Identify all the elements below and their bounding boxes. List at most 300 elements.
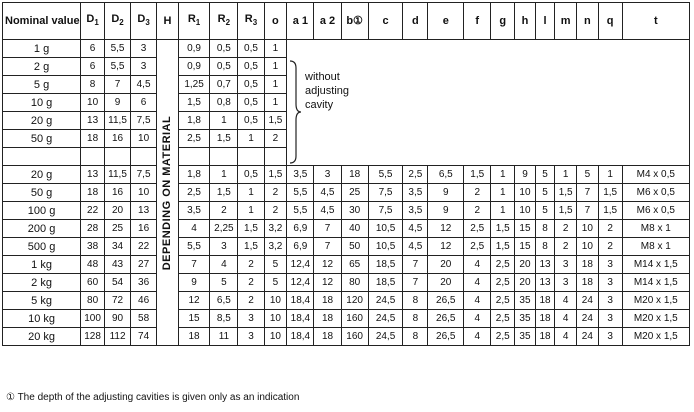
table-cell: 10 (264, 328, 287, 346)
table-cell: 2,5 (178, 130, 209, 148)
table-cell: 1,25 (178, 76, 209, 94)
table-cell: 1,5 (264, 166, 287, 184)
table-cell: 120 (341, 292, 368, 310)
table-cell: 2,25 (210, 220, 238, 238)
table-cell: M20 x 1,5 (622, 310, 689, 328)
table-cell: 4,5 (314, 202, 341, 220)
column-header: $R_1$ (178, 3, 209, 40)
table-cell: 4,5 (403, 238, 428, 256)
table-cell: 2,5 (491, 310, 515, 328)
table-cell: 5,5 (287, 202, 314, 220)
table-cell: 1 g (3, 40, 81, 58)
table-cell: 2 (555, 238, 577, 256)
table-cell: 6 (81, 40, 105, 58)
table-cell: 54 (105, 274, 131, 292)
table-cell: 1 (238, 184, 264, 202)
table-cell: 10 g (3, 94, 81, 112)
table-cell: 20 g (3, 166, 81, 184)
table-cell: 4 (464, 310, 491, 328)
table-cell (264, 148, 287, 166)
table-cell: 2 (598, 220, 622, 238)
table-row (3, 202, 690, 220)
table-cell: 10 (81, 94, 105, 112)
table-cell: 20 (515, 256, 536, 274)
table-cell: 20 kg (3, 328, 81, 346)
column-header: f (464, 3, 491, 40)
table-cell: 7,5 (368, 184, 403, 202)
table-cell: 18 (314, 328, 341, 346)
table-cell: 25 (341, 184, 368, 202)
table-cell: 2 kg (3, 274, 81, 292)
table-cell: 3 (314, 166, 341, 184)
table-cell (105, 148, 131, 166)
table-row (3, 220, 690, 238)
table-cell: 1,5 (210, 184, 238, 202)
table-cell: 16 (105, 130, 131, 148)
column-header: Nominal value (3, 3, 81, 40)
table-cell: 2 (210, 202, 238, 220)
table-cell: 10 (577, 238, 599, 256)
table-cell (81, 148, 105, 166)
table-cell: 500 g (3, 238, 81, 256)
table-cell: 2,5 (178, 184, 209, 202)
table-cell: 58 (131, 310, 157, 328)
table-cell: 5,5 (368, 166, 403, 184)
table-cell: 5,5 (105, 58, 131, 76)
table-cell: 2,5 (491, 256, 515, 274)
table-cell: 7 (314, 238, 341, 256)
column-header: $D_3$ (131, 3, 157, 40)
table-row (3, 40, 690, 58)
table-cell: 13 (131, 202, 157, 220)
column-header: g (491, 3, 515, 40)
table-cell: M6 x 0,5 (622, 202, 689, 220)
h-column-note (157, 40, 179, 346)
table-cell: 3 (555, 274, 577, 292)
header-row (3, 3, 690, 40)
table-cell: 6 (131, 94, 157, 112)
table-cell: 8 (403, 310, 428, 328)
table-cell: 18 (535, 292, 555, 310)
table-cell: 3 (598, 292, 622, 310)
table-cell (131, 148, 157, 166)
table-cell: 13 (81, 112, 105, 130)
table-cell: 2 (555, 220, 577, 238)
table-cell: 3 (131, 40, 157, 58)
table-cell: M8 x 1 (622, 220, 689, 238)
table-cell: 4 (464, 256, 491, 274)
table-cell (178, 148, 209, 166)
footnote: ① The depth of the adjusting cavities is given only as an indication (6, 392, 300, 403)
column-header: q (598, 3, 622, 40)
table-cell: 0,5 (238, 40, 264, 58)
table-cell: 11 (210, 328, 238, 346)
table-cell: 160 (341, 328, 368, 346)
table-cell: 7,5 (368, 202, 403, 220)
table-cell: 7,5 (131, 112, 157, 130)
table-cell: 1 kg (3, 256, 81, 274)
table-cell: 12,4 (287, 274, 314, 292)
table-cell: 100 (81, 310, 105, 328)
table-cell: 1,5 (491, 238, 515, 256)
table-cell: 5 (535, 166, 555, 184)
table-cell: 3 (598, 274, 622, 292)
table-cell: 18 (81, 184, 105, 202)
table-cell: 1 (598, 166, 622, 184)
table-cell: 24 (577, 328, 599, 346)
table-cell: 3 (131, 58, 157, 76)
table-cell: 4 (555, 310, 577, 328)
table-cell: 1 (210, 112, 238, 130)
table-cell: 24,5 (368, 292, 403, 310)
table-cell: 0,5 (210, 40, 238, 58)
table-cell: M20 x 1,5 (622, 292, 689, 310)
table-cell: 4 (210, 256, 238, 274)
table-cell: 50 (341, 238, 368, 256)
table-cell: 1 (491, 166, 515, 184)
table-cell: 18,4 (287, 328, 314, 346)
table-cell: 1,5 (598, 184, 622, 202)
table-cell: 1,5 (555, 184, 577, 202)
column-header: m (555, 3, 577, 40)
table-cell: 50 g (3, 130, 81, 148)
table-cell: 2 (464, 184, 491, 202)
table-cell: 18 (178, 328, 209, 346)
table-row (3, 238, 690, 256)
table-cell: 3 (598, 328, 622, 346)
table-cell: 1,5 (178, 94, 209, 112)
table-cell: 3 (238, 310, 264, 328)
table-cell: 18,4 (287, 310, 314, 328)
table-cell: 9 (515, 166, 536, 184)
table-row (3, 274, 690, 292)
table-cell: 27 (131, 256, 157, 274)
table-cell: 3,5 (178, 202, 209, 220)
table-cell: 3 (598, 256, 622, 274)
column-header: $D_1$ (81, 3, 105, 40)
table-cell: 10 (131, 184, 157, 202)
table-cell: 8 (535, 238, 555, 256)
table-cell: 10 kg (3, 310, 81, 328)
table-cell: 18 (535, 328, 555, 346)
table-cell: 13 (81, 166, 105, 184)
table-cell: 2,5 (464, 238, 491, 256)
column-header: c (368, 3, 403, 40)
table-cell: 10 (264, 292, 287, 310)
table-cell: 3 (598, 310, 622, 328)
table-cell: 4 (464, 328, 491, 346)
table-cell: 6,5 (428, 166, 464, 184)
table-row (3, 292, 690, 310)
table-cell: 26,5 (428, 292, 464, 310)
table-cell: 11,5 (105, 166, 131, 184)
table-cell: 7 (403, 256, 428, 274)
table-cell: 12 (428, 220, 464, 238)
table-cell: 2,5 (491, 274, 515, 292)
table-cell: 26,5 (428, 310, 464, 328)
table-row (3, 184, 690, 202)
table-cell: 3,2 (264, 238, 287, 256)
table-cell: 0,5 (238, 58, 264, 76)
table-cell: 1,5 (491, 220, 515, 238)
table-cell: 24,5 (368, 310, 403, 328)
column-header: o (264, 3, 287, 40)
table-cell: 13 (535, 256, 555, 274)
table-cell: 11,5 (105, 112, 131, 130)
table-cell: 7 (577, 202, 599, 220)
table-cell: 13 (535, 274, 555, 292)
table-cell: 36 (131, 274, 157, 292)
table-cell: 8 (403, 292, 428, 310)
table-cell: 16 (131, 220, 157, 238)
table-cell: 2 (238, 274, 264, 292)
table-cell: 80 (81, 292, 105, 310)
table-cell: 80 (341, 274, 368, 292)
table-cell: 72 (105, 292, 131, 310)
table-cell: 4 (555, 292, 577, 310)
table-cell: 10 (131, 130, 157, 148)
table-cell: 0,5 (238, 76, 264, 94)
table-cell: 2,5 (403, 166, 428, 184)
table-cell: 1,5 (464, 166, 491, 184)
table-cell: 3,5 (287, 166, 314, 184)
table-cell: 0,5 (238, 166, 264, 184)
table-cell: 1 (238, 130, 264, 148)
table-cell (210, 148, 238, 166)
table-cell: 18 (314, 310, 341, 328)
table-cell: 1 (555, 166, 577, 184)
table-cell: 5,5 (178, 238, 209, 256)
table-cell: 43 (105, 256, 131, 274)
table-cell: 5 (264, 256, 287, 274)
table-cell: 9 (428, 184, 464, 202)
table-cell: 8 (81, 76, 105, 94)
table-cell: 46 (131, 292, 157, 310)
table-cell: 35 (515, 292, 536, 310)
table-cell: 22 (81, 202, 105, 220)
table-cell: 4,5 (131, 76, 157, 94)
table-cell: 1 (264, 58, 287, 76)
table-cell: M14 x 1,5 (622, 274, 689, 292)
table-cell: 2,5 (491, 328, 515, 346)
table-cell: 38 (81, 238, 105, 256)
table-cell: 1 (238, 202, 264, 220)
table-cell: 1,8 (178, 112, 209, 130)
table-cell: 1,5 (210, 130, 238, 148)
table-cell: 10 (264, 310, 287, 328)
table-cell: 0,5 (238, 94, 264, 112)
column-header: a 2 (314, 3, 341, 40)
table-cell: 6 (81, 58, 105, 76)
table-cell: 24 (577, 292, 599, 310)
table-cell: 7 (403, 274, 428, 292)
table-cell: 0,5 (210, 58, 238, 76)
table-cell: 16 (105, 184, 131, 202)
table-cell: M8 x 1 (622, 238, 689, 256)
table-cell: 10 (515, 202, 536, 220)
table-cell: 10,5 (368, 238, 403, 256)
table-cell: 50 g (3, 184, 81, 202)
table-cell: 15 (515, 238, 536, 256)
table-cell: 6,9 (287, 220, 314, 238)
brace-icon (288, 60, 302, 164)
table-cell: 12 (314, 256, 341, 274)
without-cavity-note: without adjusting cavity (305, 71, 350, 111)
table-cell: 1,8 (178, 166, 209, 184)
table-cell: 74 (131, 328, 157, 346)
table-cell: M4 x 0,5 (622, 166, 689, 184)
table-cell: 10 (577, 220, 599, 238)
table-cell: 7 (314, 220, 341, 238)
table-cell: 5 (577, 166, 599, 184)
table-cell: 7 (105, 76, 131, 94)
table-cell: 6,5 (210, 292, 238, 310)
table-cell: 18 (577, 274, 599, 292)
column-header: n (577, 3, 599, 40)
table-cell: 0,7 (210, 76, 238, 94)
table-cell: 3,5 (403, 184, 428, 202)
table-cell: 5,5 (105, 40, 131, 58)
table-cell: 25 (105, 220, 131, 238)
table-cell: 0,9 (178, 58, 209, 76)
table-cell (3, 148, 81, 166)
column-header: d (403, 3, 428, 40)
table-cell: 1,5 (264, 112, 287, 130)
table-cell: 35 (515, 328, 536, 346)
table-cell: 18 (314, 292, 341, 310)
column-header: $R_2$ (210, 3, 238, 40)
table-cell: 8,5 (210, 310, 238, 328)
table-cell: 12,4 (287, 256, 314, 274)
table-cell: 20 (515, 274, 536, 292)
table-cell: 5 kg (3, 292, 81, 310)
table-cell: 18 (341, 166, 368, 184)
table-row (3, 256, 690, 274)
dimension-table (2, 2, 690, 346)
table-cell: 6,9 (287, 238, 314, 256)
table-cell: 20 g (3, 112, 81, 130)
table-row (3, 328, 690, 346)
table-cell: 3 (238, 328, 264, 346)
column-header: $R_3$ (238, 3, 264, 40)
table-cell: 1 (264, 76, 287, 94)
table-cell: 1 (264, 94, 287, 112)
table-cell: 2,5 (491, 292, 515, 310)
table-cell: 3,5 (403, 202, 428, 220)
table-row (3, 166, 690, 184)
table-cell: 160 (341, 310, 368, 328)
table-cell: 2 (238, 256, 264, 274)
table-cell: 26,5 (428, 328, 464, 346)
table-cell: 4 (555, 328, 577, 346)
h-label: DEPENDING ON MATERIAL (161, 115, 174, 270)
table-cell: 12 (428, 238, 464, 256)
table-cell: 4 (464, 292, 491, 310)
table-cell: 5 (264, 274, 287, 292)
table-cell: 60 (81, 274, 105, 292)
table-cell: 5 g (3, 76, 81, 94)
table-cell: 2 (264, 202, 287, 220)
table-cell: 3 (555, 256, 577, 274)
table-cell: 2,5 (464, 220, 491, 238)
table-cell: 1 (210, 166, 238, 184)
table-cell: 24,5 (368, 328, 403, 346)
column-header: a 1 (287, 3, 314, 40)
table-cell: 35 (515, 310, 536, 328)
table-cell: 18 (81, 130, 105, 148)
column-header: e (428, 3, 464, 40)
table-cell: 10,5 (368, 220, 403, 238)
table-cell: 5,5 (287, 184, 314, 202)
table-cell: 5 (210, 274, 238, 292)
column-header: $D_2$ (105, 3, 131, 40)
table-cell: 2 (264, 130, 287, 148)
table-cell: 3,2 (264, 220, 287, 238)
table-cell: 1,5 (598, 202, 622, 220)
table-cell: 65 (341, 256, 368, 274)
table-cell: 28 (81, 220, 105, 238)
table-cell: 9 (105, 94, 131, 112)
table-cell: 8 (403, 328, 428, 346)
table-cell: 7 (178, 256, 209, 274)
table-cell: 2 (238, 292, 264, 310)
table-cell: 2 g (3, 58, 81, 76)
table-cell: 24 (577, 310, 599, 328)
table-cell: 4 (178, 220, 209, 238)
table-cell: 20 (428, 256, 464, 274)
table-cell: 12 (314, 274, 341, 292)
table-cell: 112 (105, 328, 131, 346)
table-cell: 40 (341, 220, 368, 238)
table-cell: 12 (178, 292, 209, 310)
table-cell: 18,5 (368, 274, 403, 292)
table-cell: 0,5 (238, 112, 264, 130)
table-cell: 9 (178, 274, 209, 292)
column-header: H (157, 3, 179, 40)
table-cell: 18,5 (368, 256, 403, 274)
table-cell: 1,5 (238, 238, 264, 256)
table-cell: 10 (515, 184, 536, 202)
column-header: l (535, 3, 555, 40)
table-row (3, 310, 690, 328)
table-cell: 30 (341, 202, 368, 220)
table-cell: 7 (577, 184, 599, 202)
table-cell: 48 (81, 256, 105, 274)
table-cell: 4,5 (403, 220, 428, 238)
table-cell: 1 (491, 184, 515, 202)
table-cell: 7,5 (131, 166, 157, 184)
table-cell: M14 x 1,5 (622, 256, 689, 274)
table-cell: 15 (178, 310, 209, 328)
table-cell: 0,9 (178, 40, 209, 58)
table-cell: 9 (428, 202, 464, 220)
table-cell: 4,5 (314, 184, 341, 202)
table-cell: 1,5 (238, 220, 264, 238)
table-cell: 1,5 (555, 202, 577, 220)
table-cell: M20 x 1,5 (622, 328, 689, 346)
table-cell: 34 (105, 238, 131, 256)
table-cell: 128 (81, 328, 105, 346)
table-cell: 0,8 (210, 94, 238, 112)
table-cell: 15 (515, 220, 536, 238)
table-cell: 20 (105, 202, 131, 220)
table-cell: 3 (210, 238, 238, 256)
table-cell: 2 (598, 238, 622, 256)
table-cell: 8 (535, 220, 555, 238)
table-cell: 18,4 (287, 292, 314, 310)
table-cell: 2 (264, 184, 287, 202)
column-header: h (515, 3, 536, 40)
